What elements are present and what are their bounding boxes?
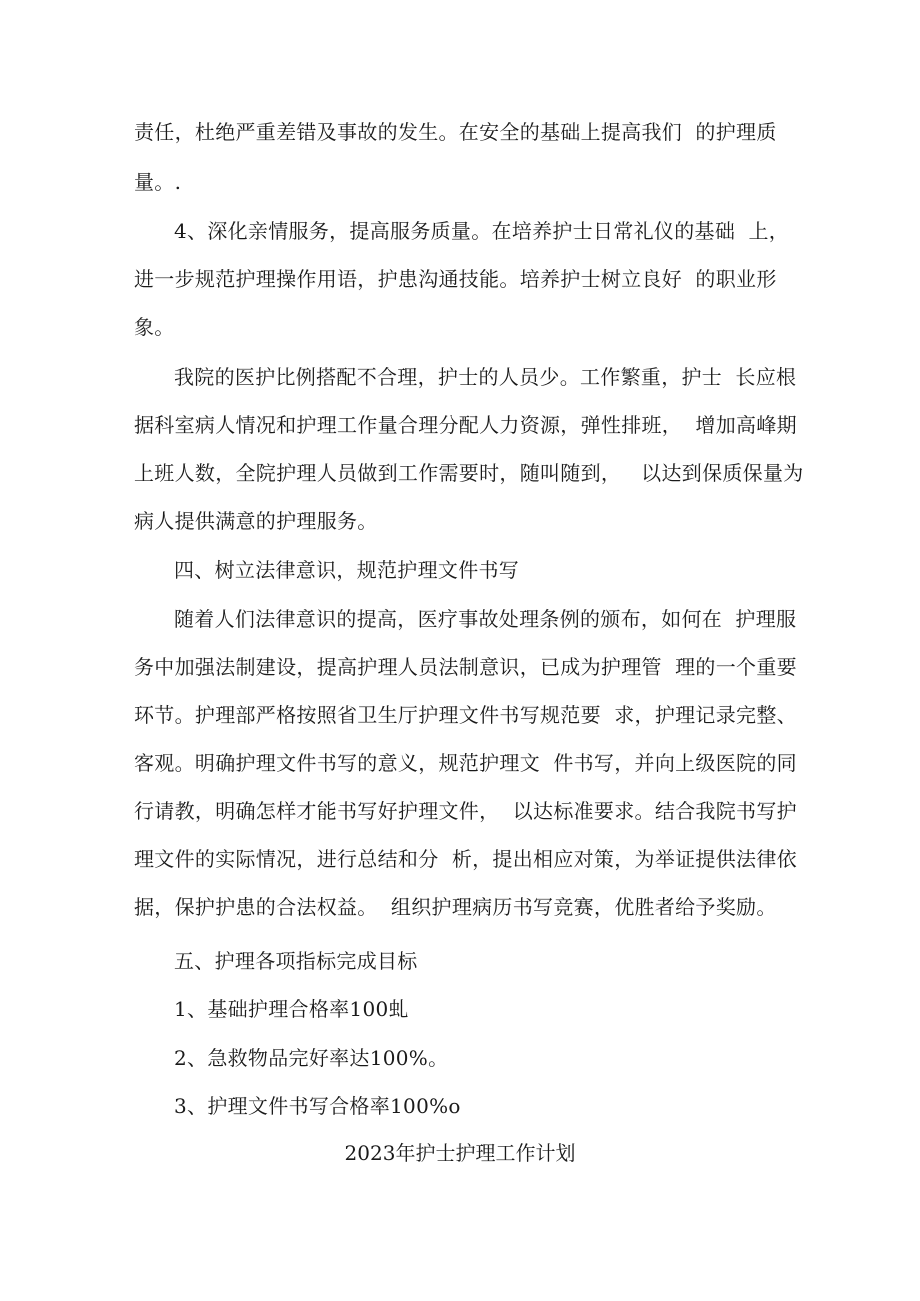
paragraph-line: 病人提供满意的护理服务。	[134, 509, 378, 533]
paragraph-line: 随着人们法律意识的提高，医疗事故处理条例的颁布，如何在 护理服	[174, 607, 797, 631]
document-title: 2023年护士护理工作计划	[344, 1141, 576, 1165]
paragraph-line: 行请教，明确怎样才能书写好护理文件， 以达标准要求。结合我院书写护	[134, 799, 797, 823]
list-item: 2、急救物品完好率达100%。	[174, 1046, 449, 1070]
paragraph-line: 理文件的实际情况，进行总结和分 析，提出相应对策，为举证提供法律依	[134, 847, 797, 871]
paragraph-line: 象。	[134, 315, 175, 339]
paragraph-line: 客观。明确护理文件书写的意义，规范护理文 件书写，并向上级医院的同	[134, 751, 797, 775]
paragraph-line: 据科室病人情况和护理工作量合理分配人力资源，弹性排班， 增加高峰期	[134, 413, 797, 437]
paragraph-line: 据，保护护患的合法权益。 组织护理病历书写竞赛，优胜者给予奖励。	[134, 895, 777, 919]
paragraph-line: 我院的医护比例搭配不合理，护士的人员少。工作繁重，护士 长应根	[174, 365, 797, 389]
paragraph-line: 上班人数，全院护理人员做到工作需要时，随叫随到， 以达到保质保量为	[134, 461, 804, 485]
list-item: 1、基础护理合格率100虬	[174, 997, 409, 1021]
paragraph-line: 责任，杜绝严重差错及事故的发生。在安全的基础上提高我们 的护理质	[134, 120, 777, 144]
list-item: 3、护理文件书写合格率100%o	[174, 1094, 461, 1118]
paragraph-line: 环节。护理部严格按照省卫生厅护理文件书写规范要 求，护理记录完整、	[134, 703, 797, 727]
paragraph-line: 务中加强法制建设，提高护理人员法制意识，已成为护理管 理的一个重要	[134, 655, 797, 679]
section-heading: 五、护理各项指标完成目标	[174, 949, 418, 973]
paragraph-line: 进一步规范护理操作用语，护患沟通技能。培养护士树立良好 的职业形	[134, 267, 777, 291]
paragraph-line: 量。.	[134, 170, 182, 194]
paragraph-line: 4、深化亲情服务，提高服务质量。在培养护士日常礼仪的基础 上，	[174, 219, 790, 243]
section-heading: 四、树立法律意识，规范护理文件书写	[174, 558, 520, 582]
